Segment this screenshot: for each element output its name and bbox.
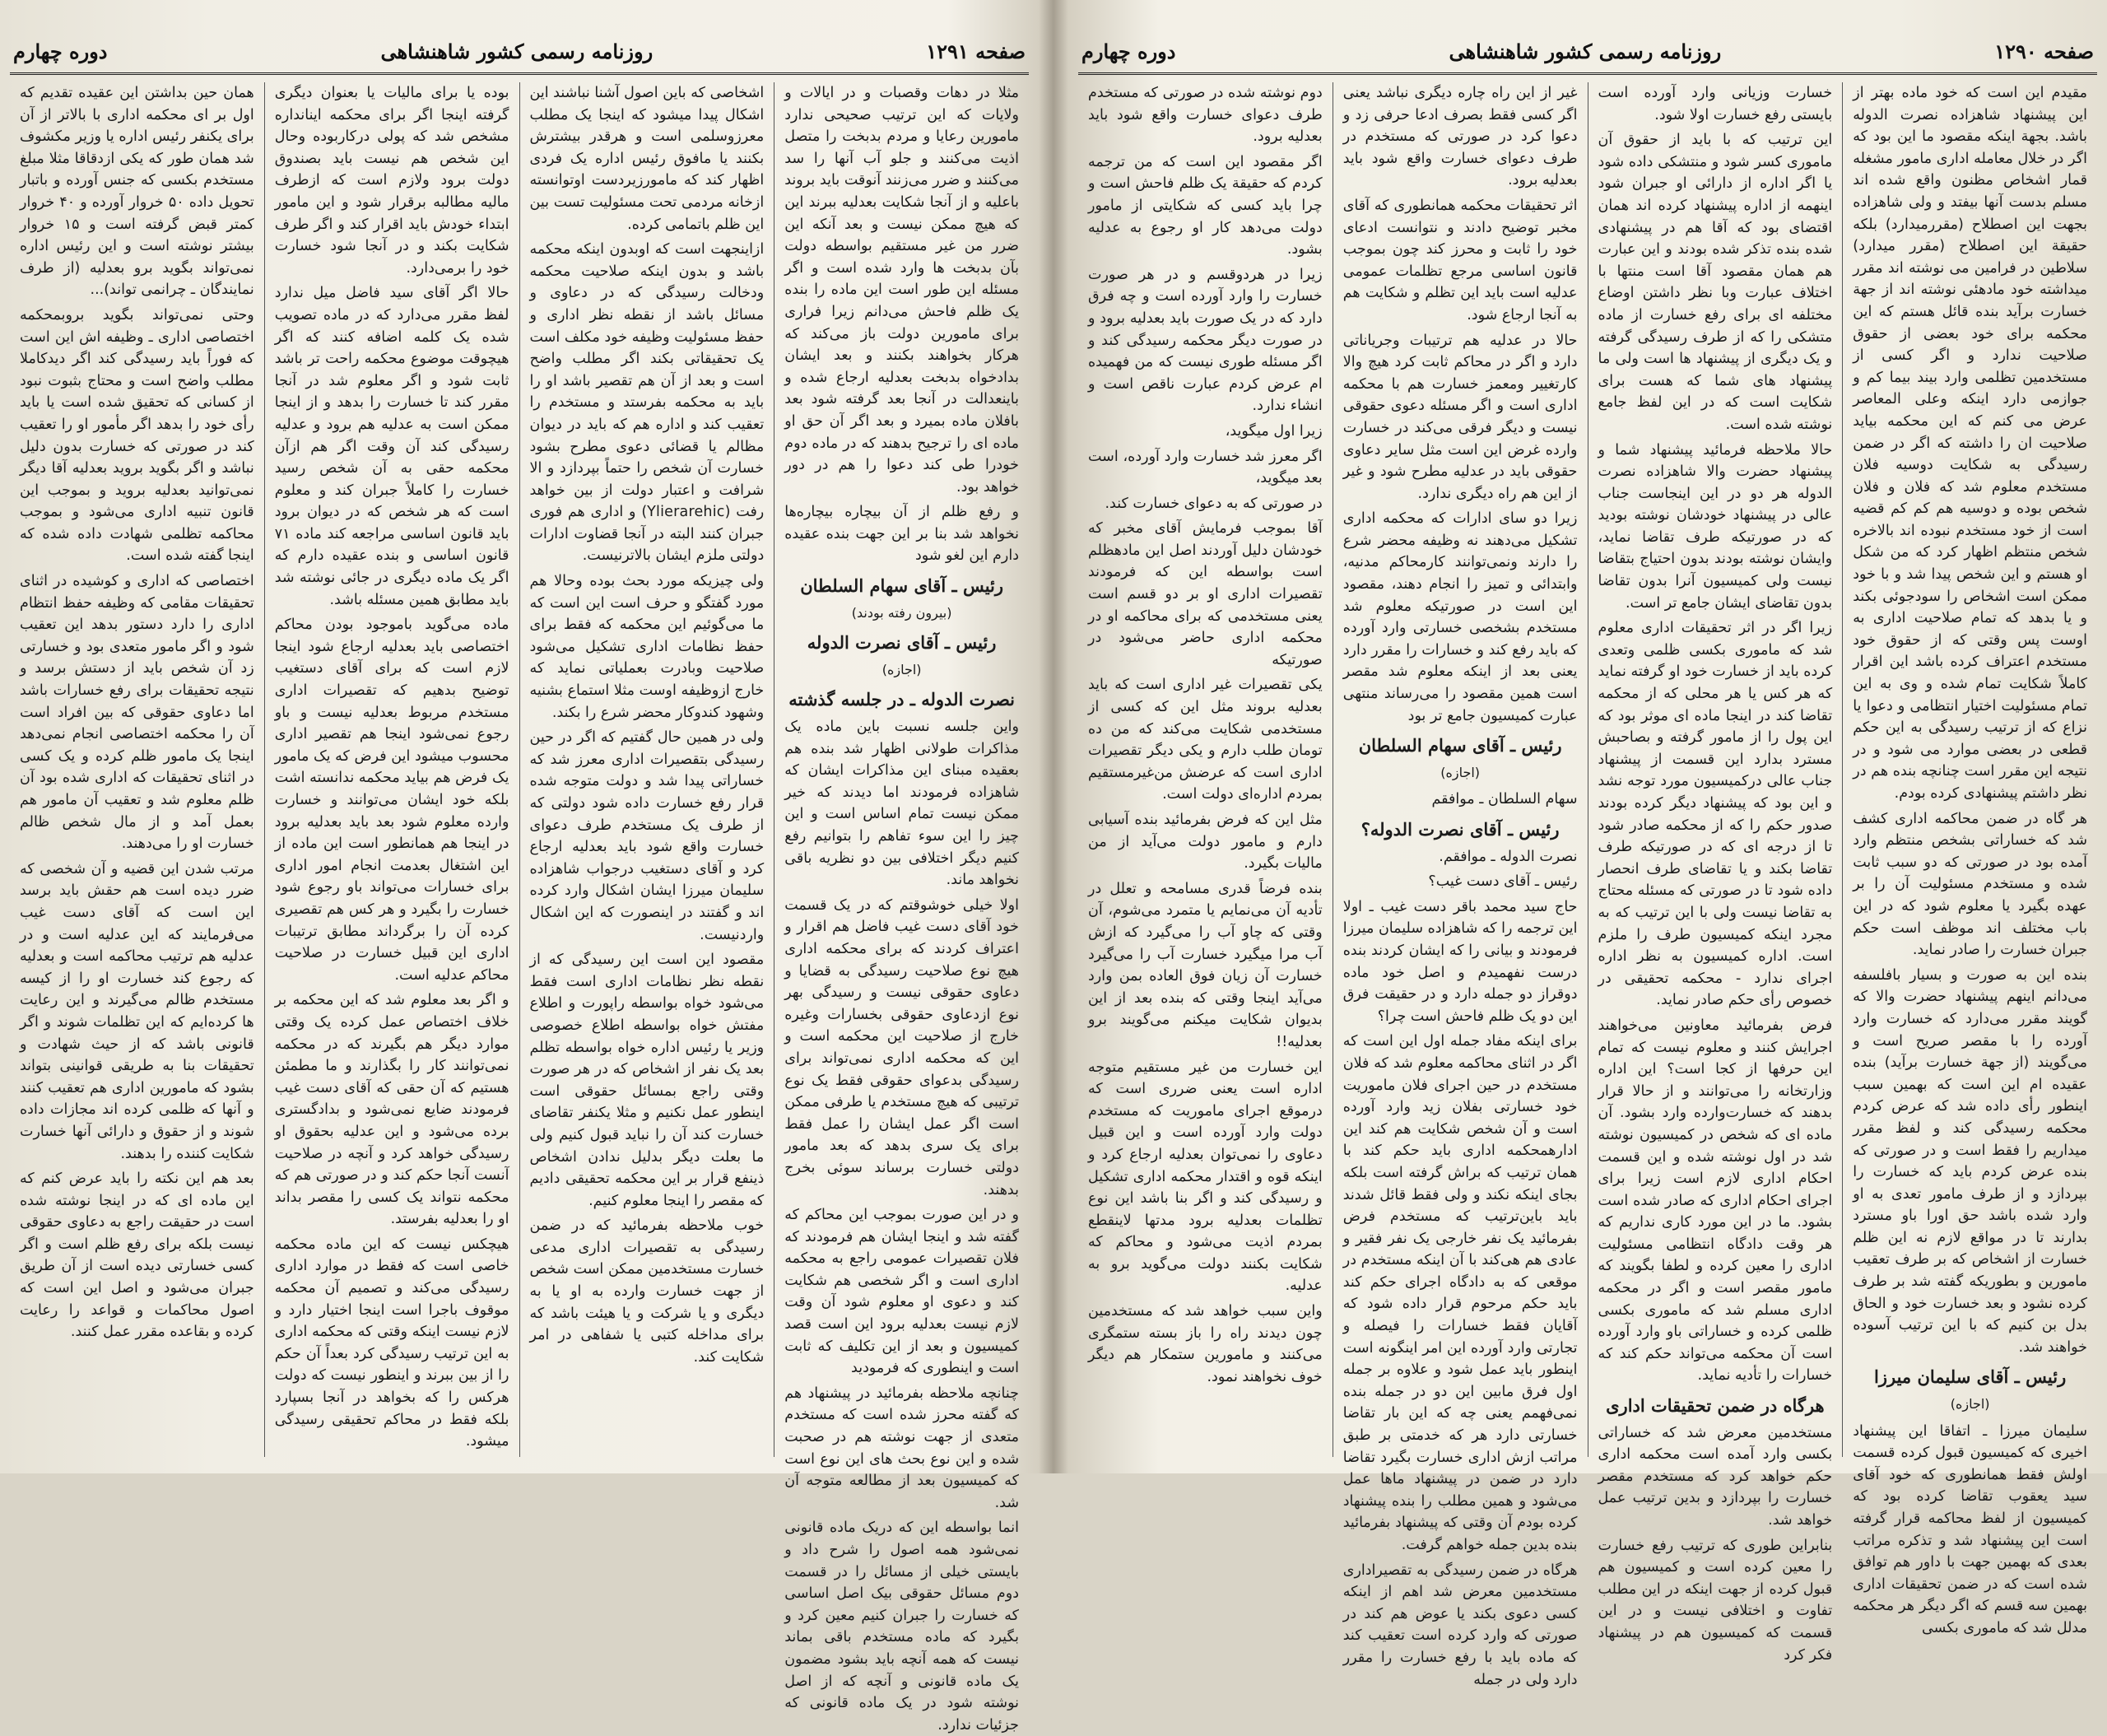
paragraph: واین سبب خواهد شد که مستخدمین چون دیدند راه را باز بسته ستمگری می‌کنند و مامورین ستمکار هم دیگر خوف نخواهند نمود. bbox=[1088, 1303, 1323, 1385]
paragraph: هرگاه در ضمن رسیدگی به تقصیراداری مستخدمین معرض شد اهم از اینکه کسی دعوی بکند یا عوض هم کند در صورتی که وارد کرده است تعقیب کند که ماده باید با رفع خسارت را مقرر دارد ولی در جمله bbox=[1342, 1561, 1578, 1688]
page-header bbox=[13, 33, 1026, 69]
paragraph: خوب ملاحظه بفرمائید که در ضمن رسیدگی به تقصیرات اداری مدعی خسارت مستخدمین ممکن است شخص از جهت خسارت وارده به او یا به دیگری و یا شرکت و یا هیئت باشد که برای مداخله کتبی یا شفاهی در امر شکایت کند. bbox=[529, 1217, 765, 1366]
paragraph: حالا اگر آقای سید فاضل میل ندارد لفظ مقرر می‌دارد که در ماده تصویب شده یک کلمه اضافه کنند که اگر هیچوقت موضوع محکمه راحت تر باشد ثابت شود و اگر معلوم شد در آنجا مقرر کند تا خسارت را بدهد و از اینجا ممکن است به عدلیه هم برود و عدلیه رسیدگی کند آن وقت اگر هم ازآن محکمه حقی به آن شخص رسید خسارت را کاملاً جبران کند و معلوم است که هر شخص که در دیوان برود باید قانون اساسی مراجعه کند ماده ۷۱ قانون اساسی و بنده عقیده دارم که اگر یک ماده دیگری در جائی نوشته شد باید مطابق همین مسئله باشد. bbox=[274, 285, 509, 608]
speaker-heading: هرگاه در ضمن تحقیقات اداری bbox=[1606, 1395, 1825, 1417]
paragraph: زیرا در هردوقسم و در هر صورت خسارت را وارد آورده است و چه فرق دارد که در یک صورت باید بعدلیه برود و در صورت دیگر محکمه رسیدگی کند و اگر مسئله طوری نیست که من فهمیده ام عرض کردم عبارت ناقص است و انشاء ندارد. bbox=[1088, 266, 1323, 415]
paragraph: در صورتی که به دعوای خسارت کند. bbox=[1105, 495, 1323, 512]
paragraph: اگر مقصود این است که من ترجمه کردم که حقیقة یک ظلم فاحش است و چرا باید کسی که شکایتی از مامور دولت می‌دهد کار او رجوع به عدلیه بشود. bbox=[1088, 153, 1323, 258]
paragraph: خسارت وزیانی وارد آورده است بایستی رفع خسارت اولا شود. bbox=[1598, 85, 1833, 123]
paragraph: حاج سید محمد باقر دست غیب ـ اولا این ترجمه را که شاهزاده سلیمان میرزا فرمودند و بیانی را که ایشان کردند بنده درست نفهمیدم و اصل خود ماده دوقراز دو جمله دارد و در حقیقت فرق این دو یک ظلم فاحش است چرا؟ bbox=[1342, 898, 1578, 1025]
paragraph: مقیدم این است که خود ماده بهتر از این پیشنهاد شاهزاده نصرت الدوله باشد. بجهة اینکه مقصود ما این بود که اگر در خلال معامله اداری مامور مشغله قمار اشخاص مظنون واقع شده اند مسلم بدست آنها بیفتد و ولی شاهزاده بجهت این اصطلاح (مقررمیدارد) بلکه حقیقة این اصطلاح (مقرر میدارد) سلاطین در فرامین می نوشته اند مقرر میداشته خود مادهئی نوشته اند از جهة خسارت برآید بنده قائل هستم که این محکمه برای خود بعضی از حقوق صلاحیت ندارد و اگر کسی از مستخدمین تظلمی وارد بیند بیما کم و جوازمی دارد اینکه وعلی المعاصر عرض می کنم که این محکمه بیاید صلاحیت ان را داشته که اگر در ضمن رسیدگی به شکایت دوسیه فلان مستخدم معلوم شد که فلان و فلان شخص بوده و دوسیه هم کم کم قضیه است از خود مستخدم نبوده اند بالاخره شخص منتظم اظهار کرد که من شکل او هستم و این شخص پیدا شد و با خود ممکن است اشخاص را سودجوئی بکند و یا بدهد که تمام صلاحیت اداری به اوست پس وقتی که از حقوق خود مستخدم اعتراف کرده باشد این اقرار کاملاً شکایت تمام شده و وی به این تمام مسئولیت اختیار انتظامی و دعوا یا نزاع که از ترتیب رسیدگی به این حکم قطعی در بعضی موارد می شود و در نتیجه این مقرر است چنانچه بنده هم در نظر داشتم پیشنهادی کرده بودم. bbox=[1853, 85, 2087, 802]
speaker-note: (اجازه) bbox=[1950, 1396, 1990, 1413]
paragraph: انما بواسطه این که دریک ماده قانونی نمی‌شود همه اصول را شرح داد و بایستی خیلی از مسائل را در قسمت دوم مسائل حقوقی بیک اصل اساسی که خسارت را جبران کنیم معین کرد و بگیرد که ماده مستخدم باقی بماند نیست که همه آنچه باید بشود مضمون یک ماده قانونی و آنچه که از اصل نوشته شود در یک ماده قانونی که جزئیات ندارد. bbox=[784, 1520, 1019, 1734]
paragraph: غیر از این راه چاره دیگری نباشد یعنی اگر کسی فقط بصرف ادعا حرفی زد و دعوا کرد در صورتی که مستخدم در طرف دعوای خسارت واقع شود باید بعدلیه برود. bbox=[1342, 85, 1578, 189]
paragraph: مستخدمین معرض شد که خساراتی بکسی وارد آمده است محکمه اداری حکم خواهد کرد که مستخدم مقصر خسارت را بپردازد و بدین ترتیب عمل خواهد شد. bbox=[1598, 1424, 1833, 1529]
text-column bbox=[774, 82, 1029, 1734]
paragraph: زیرا دو سای ادارات که محکمه اداری تشکیل می‌دهند نه وظیفه محضر شرع را دارند ونمی‌توانند کارمحاکم مدنیه، وابتدائی و تمیز را انجام دهند، مقصود این است در صورتیکه معلوم شد مستخدم بشخصی خسارتی وارد آورده که باید رفع کند و خسارات را مقرر دارد یعنی بعد از اینکه معلوم شد مقصر است همین مقصود را می‌رساند منتهی عبارت کمیسیون جامع تر بود bbox=[1342, 510, 1578, 724]
paragraph: آقا بموجب فرمایش آقای مخبر که خودشان دلیل آوردند اصل این مادهظلم است بواسطه این که فرمودند تقصیرات اداری او بر دو قسم است یعنی مستخدمی که برای محاکمه او در محکمه اداری حاضر می‌شود در صورتیکه bbox=[1088, 520, 1323, 668]
page-number: صفحه ۱۲۹۰ bbox=[1994, 39, 2094, 63]
paragraph: رئیس ـ آقای دست غیب؟ bbox=[1428, 873, 1578, 891]
speaker-note: (اجازه) bbox=[881, 661, 922, 677]
speaker-note: (اجازه) bbox=[1440, 764, 1481, 780]
right-page bbox=[1068, 0, 2107, 1688]
text-column bbox=[1588, 82, 1843, 1664]
text-column bbox=[1842, 82, 2097, 1636]
period-label: دوره چهارم bbox=[1081, 39, 1176, 63]
text-column bbox=[1078, 82, 1333, 1457]
speaker-heading: نصرت الدوله ـ در جلسه گذشته bbox=[788, 689, 1016, 710]
paragraph: سهام السلطان ـ موافقم bbox=[1431, 791, 1578, 808]
text-column bbox=[10, 82, 264, 1457]
speaker-heading: رئیس ـ آقای سهام السلطان bbox=[800, 575, 1004, 597]
gazette-title: روزنامه رسمی کشور شاهنشاهی bbox=[1449, 39, 1722, 63]
paragraph: چنانچه ملاحظه بفرمائید در پیشنهاد هم که گفته محرز شده است که مستخدم متعدی از جهت نوشته هم در صحبت شده و این نوع بحث های این نوع است که کمیسیون بعد از مطالعه متوجه آن شد. bbox=[784, 1385, 1019, 1511]
paragraph: این ترتیب که با باید از حقوق آن ماموری کسر شود و منتشکی داده شود یا اگر اداره از دارائی او جبران شود اینهمه از اداره پیشنهاد کرده اند همان اقتضای بود که آقا هم در پیشنهادی شده بنده تذکر شده بودند و این عبارت هم همان مقصود آقا است منتها با اختلاف عبارت وبا نظر داشتن اوضاع مختلفه ای برای رفع خسارت از ماده متشکی را که از طرف رسیدگی گرفته و یک دیگری از پیشنهاد ها است ولی ما پیشنهاد های شما که هست برای شکایت است که در این لفظ جامع نوشته شده است. bbox=[1598, 132, 1833, 433]
paragraph: هیچکس نیست که این ماده محکمه خاصی است که فقط در موارد اداری رسیدگی می‌کند و تصمیم آن محکمه موقوف باجرا است اینجا اختیار دارد و لازم نیست اینکه وقتی که محکمه اداری به این ترتیب رسیدگی کرد بعداً آن حکم را از بین ببرند و اینطور نیست که دولت هرکس را که بخواهد در آنجا بسپارد بلکه فقط در محاکم تحقیقی رسیدگی میشود. bbox=[274, 1236, 509, 1450]
paragraph: مقصود این است این رسیدگی که از نقطه نظر نظامات اداری است فقط می‌شود خواه بواسطه راپورت و اطلاع مفتش خواه بواسطه اطلاع خصوصی وزیر یا رئیس اداره خواه بواسطه تظلم بعد یک نفر از اشخاص که در هر صورت وقتی راجع بمسائل حقوقی است اینطور عمل نکنیم و مثلا یکنفر تقاضای خسارت کند آن را نباید قبول کنیم ولی ما بعلت دیگر بدلیل ندادن اشخاص ذینفع قرار بر این محکمه تحقیقی دادیم که مقصر را اینجا معلوم کنیم. bbox=[529, 952, 765, 1209]
paragraph: وحتی نمی‌تواند بگوید بروبمحکمه اختصاصی اداری ـ وظیفه اش این است که فوراً باید رسیدگی کند اگر دیدکاملا مطلب واضح است و محتاج بثبوت نبود از کسانی که تحقیق شده است یا باید رأی خود را بدهد اگر مأمور او را تعقیب کند در صورتی که خسارت بدون دلیل نباشد و اگر بگوید بروید بعدلیه آقا دیگر نمی‌توانید بعدلیه بروید و بموجب این قانون تنبیه اداری می‌شود و بموجب محاکمه تظلمی شهادت داده شده که اینجا گفته شده است. bbox=[20, 306, 254, 565]
paragraph: یکی تقصیرات غیر اداری است که باید بعدلیه بروند مثل این که کسی از مستخدمی شکایت می‌کند که من ده تومان طلب دارم و یکی دیگر تقصیرات اداری است که عرضش من‌غیرمستقیم بمردم اداره‌ای دولت است. bbox=[1088, 677, 1323, 803]
paragraph: هر گاه در ضمن محاکمه اداری کشف شد که خساراتی بشخص منتظم وارد آمده بود در صورتی که دو سبب ثابت شده و مستخدم مسئولیت آن را بر عهده بگیرد یا معلوم شود که در این باب مختلف اند موظف است حکم جبران خسارت را صادر نماید. bbox=[1853, 810, 2087, 959]
paragraph: ماده می‌گوید باموجود بودن محاکم اختصاصی باید بعدلیه ارجاع شود اینجا لازم است که برای آقای دستغیب توضیح بدهیم که تقصیرات اداری مستخدم مربوط بعدلیه نیست و باو رجوع نمی‌شود اینجا هم تقصیر اداری محسوب میشود این فرض که یک مامور یک فرض هم بیاید محکمه ندانسته اشت بلکه خود ایشان می‌توانند و خسارت وارده معلوم شود بعد باید بعدلیه برود در اینجا هم همانطور است این ماده از این اشتغال بعدمت انجام امور اداری برای خسارات می‌تواند باو رجوع شود خسارت را بگیرد و هر کس هم تقصیری کرده آن را برگرداند مطابق ترتیبات اداری این قبیل خسارت در صلاحیت محاکم عدلیه است. bbox=[274, 617, 509, 984]
speaker-heading: رئیس ـ آقای سهام السلطان bbox=[1358, 735, 1562, 756]
book-gutter bbox=[1039, 0, 1068, 1473]
paragraph: حالا در عدلیه هم ترتیبات وجریاناتی دارد و اگر در محاکم ثابت کرد هیچ والا کارتغییر ومعمز خسارت هم با محکمه اداری است و اگر مسئله دعوی حقوقی نیست و دیگر فرقی می‌کند در خسارت وارده غرض این است مثل سایر دعاوی حقوقی باید در عدلیه مطرح شود و غیر از این هم راه دیگری ندارد. bbox=[1342, 332, 1578, 502]
paragraph: دوم نوشته شده در صورتی که مستخدم طرف دعوای خسارت واقع شود باید بعدلیه برود. bbox=[1088, 85, 1323, 146]
paragraph: مثل این که فرض بفرمائید بنده آسیابی دارم و مامور دولت می‌آید از من مالیات بگیرد. bbox=[1088, 812, 1323, 873]
text-columns bbox=[10, 82, 1029, 1734]
paragraph: بنابراین طوری که ترتیب رفع خسارت را معین کرده است و کمیسیون هم قبول کرده از جهت اینکه در این مطلب تفاوت و اختلافی نیست و در این قسمت که کمیسیون هم در پیشنهاد فکر کرد bbox=[1598, 1537, 1833, 1664]
paragraph: نصرت الدوله ـ موافقم. bbox=[1439, 848, 1578, 865]
paragraph: و در این صورت بموجب این محاکم که گفته شد و اینجا ایشان هم فرمودند که فلان تقصیرات عمومی راجع به محکمه اداری است و اگر شخصی هم شکایت کند و دعوی او معلوم شود آن وقت لازم نیست بعدلیه برود این است قصد کمیسیون و بعد از این تکلیف که ثابت است و اینطوری که فرمودید bbox=[784, 1207, 1019, 1377]
paragraph: ازاینجهت است که اوبدون اینکه محکمه باشد و بدون اینکه صلاحیت محکمه ودخالت رسیدگی که در دعاوی و مسائل باشد از نقطه نظر اداری و حفظ مسئولیت وظیفه خود مکلف است یک تحقیقاتی بکند اگر مطلب واضح است و بعد از آن هم تقصیر باشد او را باید به محکمه بفرستد و مستخدم را تعقیب کند و اداره هم که باید در دیوان مظالم یا قضائی دعوی مطرح بشود خسارت آن شخص را حتماً بپردازد و الا شرافت و اعتبار دولت از بین خواهد رفت (Ylierarehic) و اداری هم فوری جبران کنند البته در آنجا قضاوت ادارات دولتی ملزم ایشان بالاترنیست. bbox=[529, 241, 765, 565]
text-column bbox=[519, 82, 774, 1457]
left-page bbox=[0, 0, 1039, 1734]
page-header bbox=[1081, 33, 2094, 69]
paragraph: اولا خیلی خوشوقتم که در یک قسمت خود آقای دست غیب فاضل هم اقرار و اعتراف کردند که برای محکمه اداری هیچ نوع صلاحیت رسیدگی به قضایا و دعاوی حقوقی نیست و رسیدگی بهر نوع ازدعاوی حقوقی بخسارات وغیره خارج از صلاحیت این محکمه است و این که محکمه اداری نمی‌تواند برای رسیدگی بدعوای حقوقی فقط یک نوع ترتیبی که هیچ مستخدم یا طرفی ممکن است اگر عمل ایشان را عمل فقط برای یک سری بدهد که بعد مامور دولتی خسارت برساند سوئی بخرج بدهند. bbox=[784, 896, 1019, 1198]
paragraph: اثر تحقیقات محکمه همانطوری که آقای مخبر توضیح دادند و نتوانست ادعای خود را ثابت و محرز کند چون بموجب قانون اساسی مرجع تظلمات عمومی عدلیه است باید این تظلم و شکایت هم به آنجا ارجاع شود. bbox=[1342, 197, 1578, 323]
paragraph: ولی چیزیکه مورد بحث بوده وحالا هم مورد گفتگو و حرف است این است که ما می‌گوئیم این محکمه که فقط برای حفظ نظامات اداری تشکیل می‌شود صلاحیت وبادرت بعملیاتی نماید که خارج ازوظیفه اوست مثلا استماع بشنیه وشهود کندوکار محضر شرع را بکند. bbox=[529, 573, 765, 721]
paragraph: و اگر بعد معلوم شد که این محکمه بر خلاف اختصاص عمل کرده یک وقتی موارد دیگر هم بگیرند که در محکمه نمی‌توانند کار را بگذارند و ما مطمئن هستیم که آن حقی که آقای دست غیب فرمودند ضایع نمی‌شود و بدادگستری برده می‌شود و این عدلیه بحقوق او رسیدگی خواهد کرد و آنچه در صلاحیت آنست آنجا حکم کند و در صورتی هم که محکمه نتواند یک کسی را مقصر بداند او را بعدلیه بفرستد. bbox=[274, 992, 509, 1228]
paragraph: بنده این به صورت و بسیار بافلسفه می‌دانم اینهم پیشنهاد حضرت والا که گویند مقرر می‌دارد که خسارت وارد آورده را با مقصر صریح است و می‌گویند (از جهة خسارت برآید) بنده عقیده ام این است که بهمین سبب اینطور رأی داده شد که عرض کردم محکمه رسیدگی کند و لفظ مقرر میداریم را فقط است و در صورتی که بنده عرض کردم باید که خسارت را بپردازد و از طرف مامور تعدی به او وارد شده باشد حق اورا باو مسترد بدارند تا در مواقع لازم نه این ظلم خسارت از اشخاص که بر طرف تعقیب مامورین و بطوریکه گفته شد بر طرف کرده نشود و بعد خسارت خود و الحاق بدل بن کنیم که با این ترتیب آسوده خواهند شد. bbox=[1853, 966, 2087, 1356]
paragraph: بنده فرضاً قدری مسامحه و تعلل در تأدیه آن می‌نمایم یا متمرد می‌شوم، آن وقتی که چاو آب را می‌گیرد که ازش آب مرا میگیرد خسارت آب را می‌گیرد خسارت آن زیان فوق العاده بمن وارد می‌آید اینجا وقتی که بنده بعد از این بدیوان شکایت میکنم می‌گویند برو بعدلیه!! bbox=[1088, 880, 1323, 1050]
paragraph: بوده یا برای مالیات یا بعنوان دیگری گرفته اینجا اگر برای محکمه اینانداره مشخص شد که پولی درکاربوده وحال این شخص هم نیست باید بصندوق دولت برود ولازم است که ازطرف مالیه مطالبه برقرار شود و این مامور ابتداء خودش باید اقرار کند و اگر طرف شکایت بکند و در آنجا شود خسارت خود را برمی‌دارد. bbox=[274, 85, 509, 277]
text-columns bbox=[1078, 82, 2097, 1688]
gazette-title: روزنامه رسمی کشور شاهنشاهی bbox=[380, 39, 653, 63]
paragraph: زیرا اگر در اثر تحقیقات اداری معلوم شد که ماموری بکسی ظلمی وتعدی کرده باید از خسارت خود او گرفته نماید که هر کس یا هر محلی که از محکمه تقاضا کند در اینجا ماده ای موثر بود که این پول را از مامور گرفته و بصاحبش مسترد بدارد این قسمت از پیشنهاد جناب عالی درکمیسیون مورد توجه نشد و این بود که پیشنهاد دیگر کرده بودند صدور حکم را که از محکمه صادر شود تا از درجه ای که در صورتیکه طرف تقاضا بکند و یا تقاضای طرف انحصار داده شود تا در صورتی که مسئله محتاج به تقاضا نیست ولی با این ترتیب که به مجرد اینکه کمیسیون طرف را ملزم است. اداره کمیسیون به نظر اداره اجرای ندارد - محکمه تحقیقی در خصوص رأی حکم صادر نماید. bbox=[1598, 620, 1833, 1009]
speaker-note: (بیرون رفته بودند) bbox=[851, 604, 952, 621]
page-number: صفحه ۱۲۹۱ bbox=[926, 39, 1026, 63]
paragraph: ولی در همین حال گفتیم که اگر در حین رسیدگی بتقصیرات اداری معرز شد که خساراتی پیدا شد و دولت متوجه شده قرار رفع خسارت داده شود دولتی که از طرف یک مستخدم طرف دعوای خسارت واقع شود باید بعدلیه ارجاع کرد و آقای دستغیب درجواب شاهزاده سلیمان میرزا ایشان اشکال وارد کرده اند و گفتند در اینصورت که این اشکال واردنیست. bbox=[529, 729, 765, 943]
paragraph: مرتب شدن این قضیه و آن شخصی که ضرر دیده است هم حقش باید برسد این است که آقای دست غیب می‌فرمایند که این عدلیه است و در عدلیه هم ترتیب محاکمه است و بعدلیه که رجوع کند خسارت او را از کیسه مستخدم ظالم می‌گیرند و این رعایت ها کرده‌ایم که این تظلمات شوند و اگر قانونی باشد که از حیث شهادت و تحقیقات بنا به طریقی قوانینی بتواند بشود که مامورین اداری هم تعقیب کنند و آنها که ظلمی کرده اند مجازات داده شوند و از حقوق و دارائی آنها خسارت شکایت کننده را بدهند. bbox=[20, 860, 254, 1162]
paragraph: فرض بفرمائید معاونین می‌خواهند اجرایش کنند و معلوم نیست که تمام این حرفها از کجا است؟ این اداره وزارتخانه را می‌توانند و از حالا قرار بدهند که خسارت‌وارده وارد بشود. آن ماده ای که شخص در کمیسیون نوشته شد در اول نوشته شده و این قسمت احکام اداری لازم است زیرا برای اجرای احکام اداری که صادر شده است بشود. ما در این مورد کاری نداریم که هر وقت دادگاه انتظامی مسئولیت اداری را معین کرده و لطفا بگویند که مامور مقصر است و اگر در محکمه اداری مسلم شد که ماموری بکسی ظلمی کرده و خساراتی باو وارد آورده است آن محکمه می‌تواند حکم کند که خسارات را تأدیه نماید. bbox=[1598, 1017, 1833, 1385]
paragraph: اشخاصی که باین اصول آشنا نباشند این اشکال پیدا میشود که اینجا یک مطلب معرزوسلمی است و هرقدر بیشترش بکنند یا مافوق رئیس اداره یک فردی اظهار کند که مامورزیردست اوتوانسته ازخانه مردمی تحت مسئولیت تست بین این ظلم باتمامی کرده. bbox=[529, 85, 765, 233]
paragraph: اختصاصی که اداری و کوشیده در اثنای تحقیقات مقامی که وظیفه حفظ انتظام اداری را دارد دستور بدهد این تعقیب شود و اگر مامور متعدی بود و خسارتی زد آن شخص باید از دستش برسد و نتیجه تحقیقات برای رفع خسارات باشد اما دعاوی حقوقی که بین افراد است آن را محکمه اختصاصی انجام نمی‌دهد اینجا یک مامور ظلم کرده و یک کسی در اثنای تحقیقات که اداری شده بود آن ظلم معلوم شد و تعقیب آن مامور هم بعمل آمد و از مال شخص ظالم خسارت او را می‌دهند. bbox=[20, 573, 254, 853]
paragraph: زیرا اول میگوید، bbox=[1225, 422, 1323, 440]
paragraph: و رفع ظلم از آن بیچاره بیچاره‌ها نخواهد شد بنا بر این جهت بنده عقیده دارم این لغو شود bbox=[784, 504, 1019, 565]
text-column bbox=[264, 82, 519, 1457]
paragraph: واین جلسه نسبت باین ماده یک مذاکرات طولانی اظهار شد بنده هم بعقیده مبنای این مذاکرات ایشان که شاهزاده فرمودند اما دیدند که خیر ممکن نیست تمام اساس است و این چیز را این سوء تفاهم را بتوانیم رفع کنیم دیگر اختلافی بین دو نظریه باقی نخواهد ماند. bbox=[784, 719, 1019, 889]
paragraph: بعد هم این نکته را باید عرض کنم که این ماده ای که در اینجا نوشته شده است در حقیقت راجع به دعاوی حقوقی نیست بلکه برای رفع ظلم است و اگر کسی خسارتی دیده است از آن طریق جبران می‌شود و اصل این است که اصول محاکمات و قواعد را رعایت کرده و بقاعده مقرر عمل کنند. bbox=[20, 1171, 254, 1341]
header-rule bbox=[1078, 72, 2097, 75]
paragraph: سلیمان میرزا ـ اتفاقا این پیشنهاد اخیری که کمیسیون قبول کرده قسمت اولش فقط همانطوری که خود آقای سید یعقوب تقاضا کرده بود که کمیسیون از لفظ محاکمه قرار گرفته است این پیشنهاد شد و تذکره مراتب بعدی که بهمین جهت با داور هم توافق شده است که در ضمن تحقیقات اداری بهمین سه قسم که اگر دیگر هر محکمه مدلل شد که ماموری بکسی bbox=[1853, 1422, 2087, 1636]
paragraph: حالا ملاحظه فرمائید پیشنهاد شما و پیشنهاد حضرت والا شاهزاده نصرت الدوله هر دو در این اینجاست جناب عالی در پیشنهاد خودشان نوشته بودید که در صورتیکه طرف تقاضا نماید، وایشان نوشته بودند بدون احتیاج بتقاضا نیست ولی کمیسیون آنرا بدون تقاضا بدون تقاضای ایشان جامع تر است. bbox=[1598, 441, 1833, 612]
speaker-heading: رئیس ـ آقای نصرت الدوله؟ bbox=[1360, 819, 1560, 840]
paragraph: مثلا در دهات وقصبات و در ایالات و ولایات که این ترتیب صحیحی ندارد مامورین رعایا و مردم بدبخت را متصل اذیت می‌کنند و جلو آب آنها را سد می‌کنند و ضرر می‌زنند آنوقت باید بروند باعلیه و از آنجا شکایت بعدلیه ببرند این که هیچ ممکن نیست و بعد آنکه این ضرر من غیر مستقیم بواسطه دولت بآن بدبخت ها وارد شده است و اگر مسئله این طور است این ماده را بنده یک ظلم فاحش می‌دانم زیرا فراری برای مامورین دولت باز می‌کند که هرکار بخواهند بکنند و بعد ایشان بدادخواه بدبخت بعدلیه ارجاع شده و باینعدالت در آنجا بعد گرفته شود بعد بافلان ماده بمیرد و بعد اگر آن حق او ماده ای را ترجیح بدهند که در ماده دوم خودرا طی کند دعوا را هم در دور خواهد بود. bbox=[784, 85, 1019, 496]
period-label: دوره چهارم bbox=[13, 39, 108, 63]
paragraph: این خسارت من غیر مستقیم متوجه اداره است یعنی ضرری است که درموقع اجرای ماموریت که مستخدم دولت وارد آورده است و این قبیل دعاوی را نمی‌توان بعدلیه ارجاع کرد و اینکه قوه و اقتدار محکمه اداری تشکیل و رسیدگی کند و اگر بنا باشد این نوع تظلمات بعدلیه برود مدتها لاینقطع بمردم اذیت می‌شود و محاکم که شکایت بکنند دولت می‌گوید برو به عدلیه. bbox=[1088, 1059, 1323, 1295]
text-column bbox=[1333, 82, 1588, 1688]
paragraph: برای اینکه مفاد جمله اول این است که اگر در اثنای محاکمه معلوم شد که فلان مستخدم در حین اجرای فلان ماموریت خود خسارتی بفلان زید وارد آورده است و آن شخص شکایت هم کند این ادارهمحکمه اداری باید حکم کند با همان ترتیب که براش گرفته است بلکه بجای اینکه نکند و ولی فقط قائل شدند باید باین‌ترتیب که مستخدم فرض بفرمائید یک نفر خارجی یک نفر فقیر و عادی هم هی‌کند با آن اینکه مستخدم در موقعی که به دادگاه اجرای حکم کند باید حکم مرحوم قرار داده شود که آقایان فقط خسارات را فیصله و تجارتی وارد آورده این امر اینگونه است اینطور باید عمل شود و علاوه بر جمله اول فرق مابین این دو در جمله بنده نمی‌فهمم یعنی چه که این بار تقاضا خسارتی دارد هر که خدمتی بر طبق مراتب ازش اداری خسارت بگیرد تقاضا دارد در ضمن در پیشنهاد ماها عمل می‌شود و همین مطلب را بنده پیشنهاد کرده بودم آن وقتی که پیشنهاد بفرمائید بنده بدین جمله خواهم گرفت. bbox=[1342, 1033, 1578, 1553]
header-rule bbox=[10, 72, 1029, 75]
paragraph: اگر معرز شد خسارت وارد آورده، است بعد میگوید، bbox=[1088, 448, 1323, 487]
speaker-heading: رئیس ـ آقای نصرت الدوله bbox=[807, 632, 997, 654]
speaker-heading: رئیس ـ آقای سلیمان میرزا bbox=[1874, 1366, 2067, 1388]
paragraph: همان حین بداشتن این عقیده تقدیم که اول بر ای محکمه اداری با بالاتر از آن برای یکنفر رئیس اداره یا وزیر مکشوف شد همان طور که یکی ازدقاقا مثلا مبلغ مستخدم بکسی که جنس آورده و باتبار تحویل داده ۵۰ خروار آورده و ۴۰ خروار کمتر قبض گرفته است و ۱۵ خروار بیشتر نوشته است و این رئیس اداره نمی‌تواند بگوید برو بعدلیه (از طرف نمایندگان ـ چرانمی تواند)... bbox=[20, 85, 254, 299]
